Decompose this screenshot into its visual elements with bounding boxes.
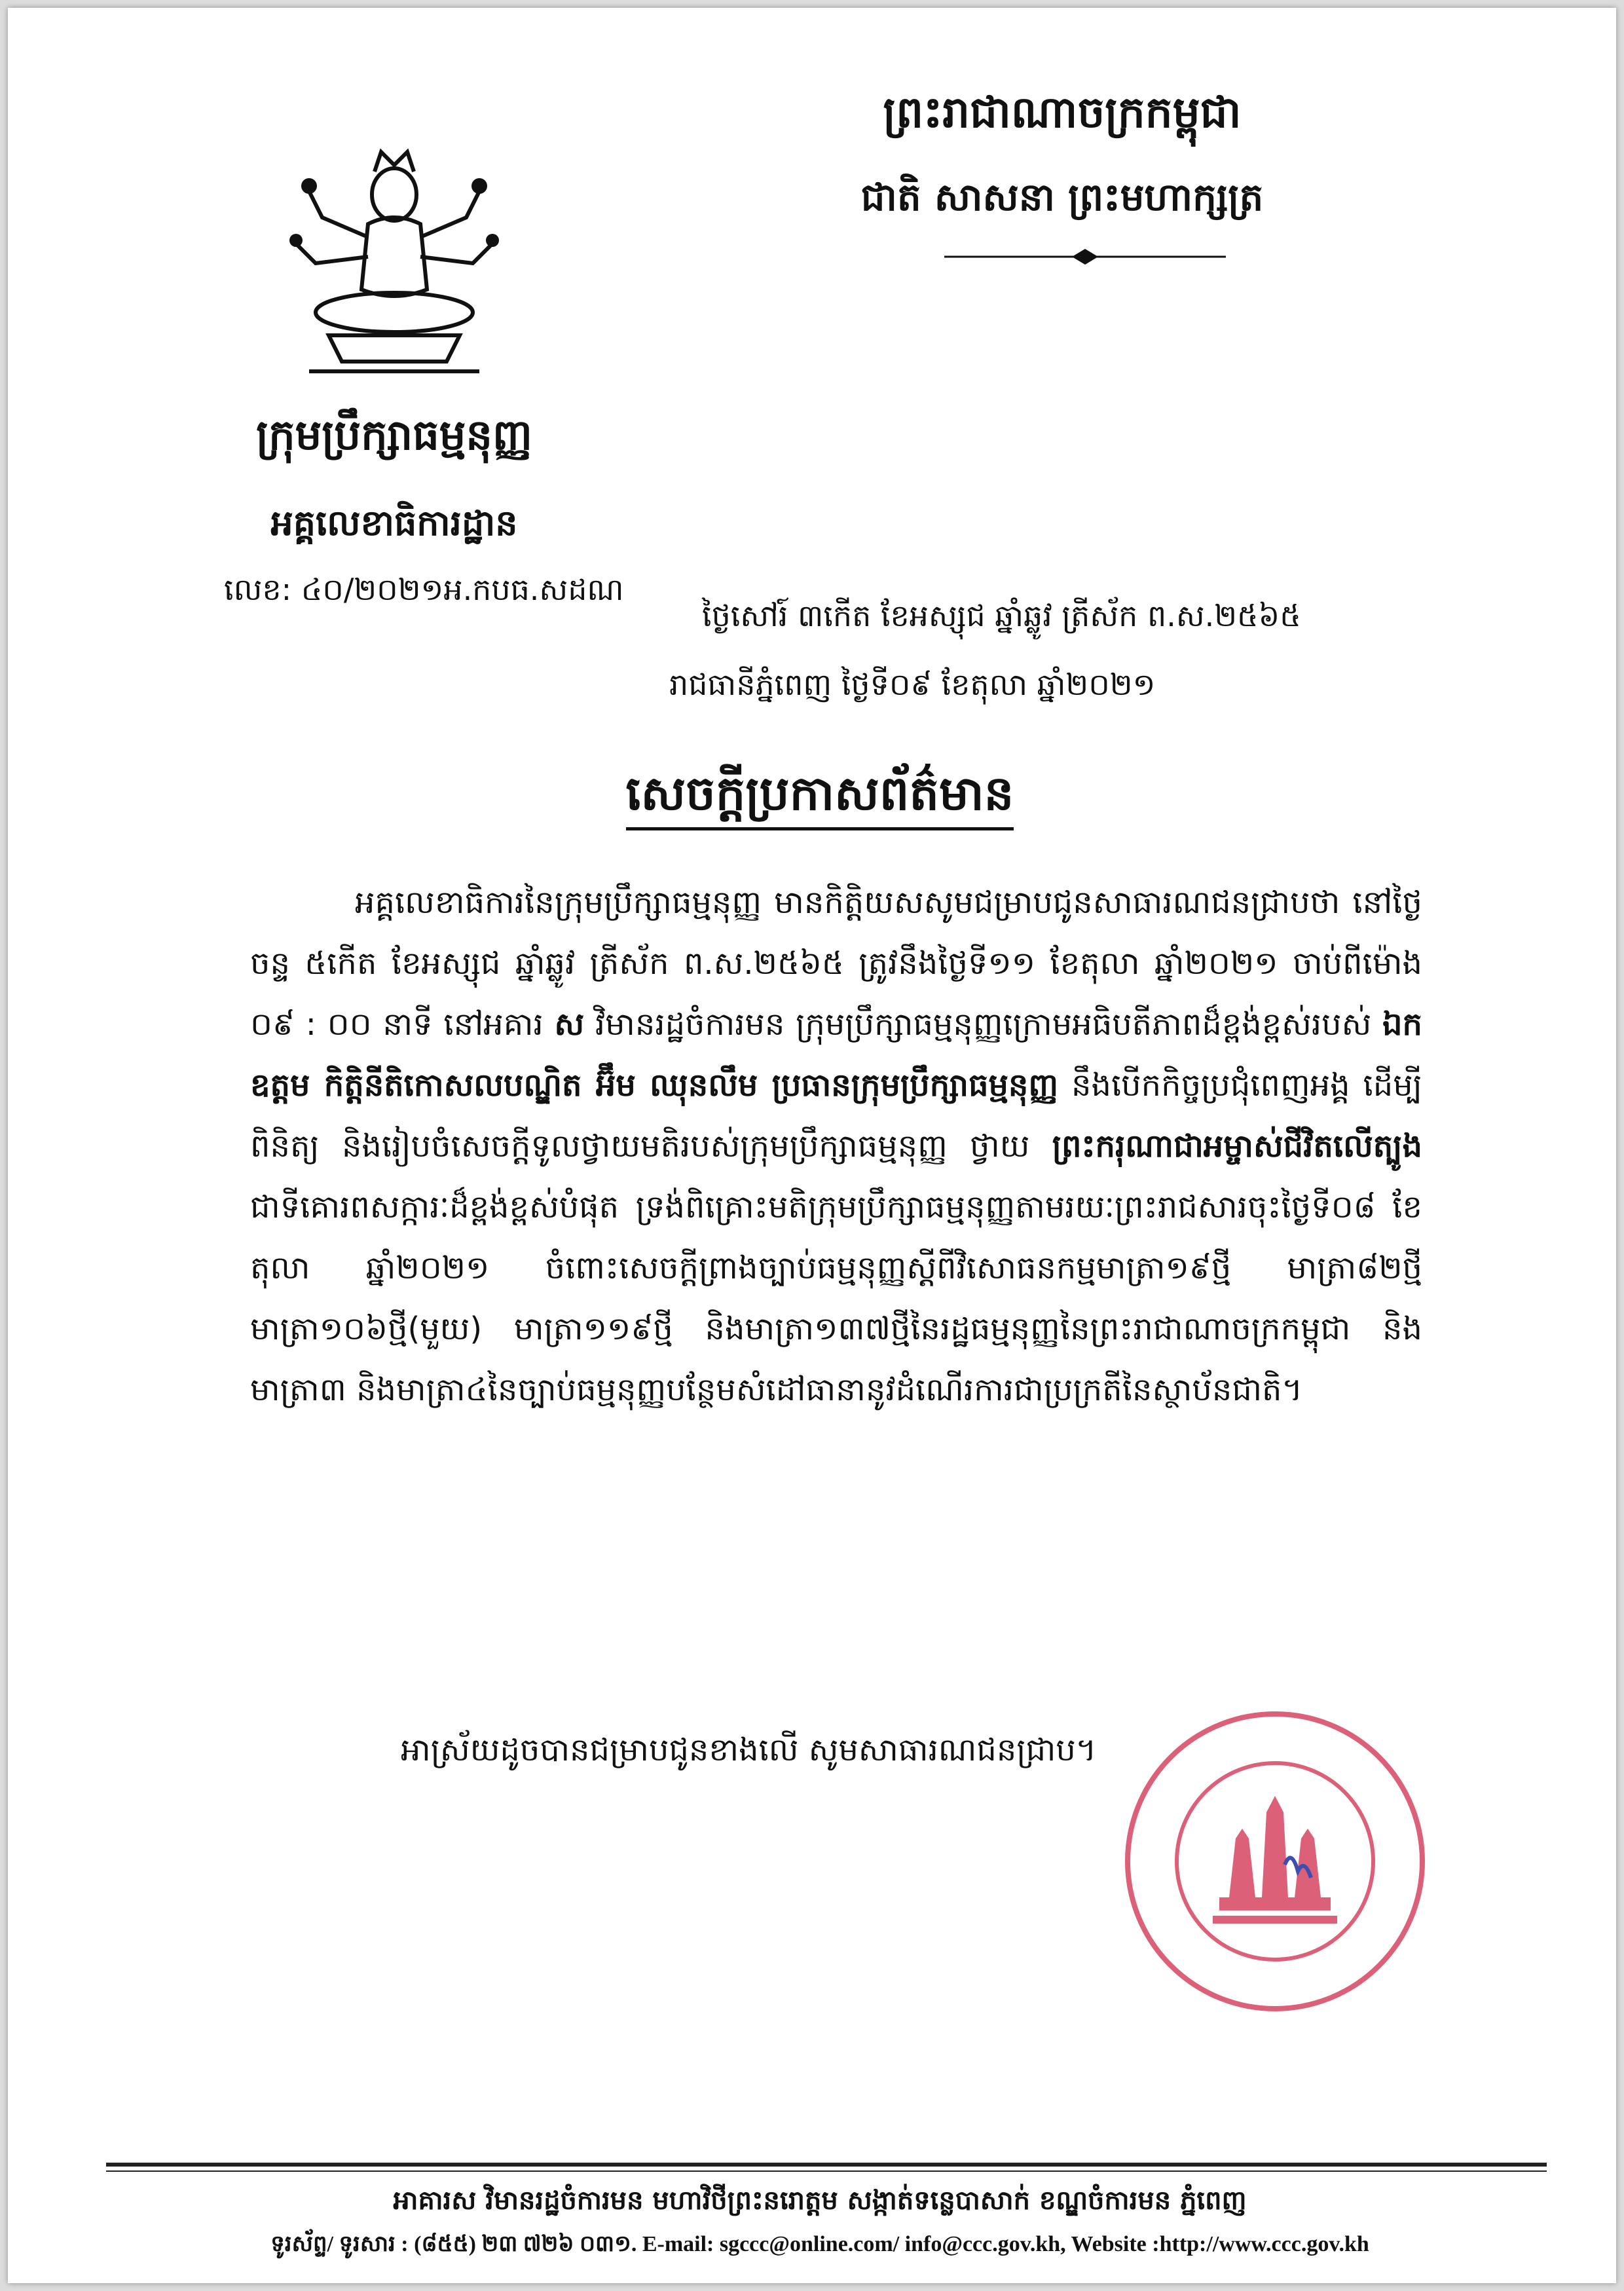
place-and-date: រាជធានីភ្នំពេញ ថ្ងៃទី០៩ ខែតុលា ឆ្នាំ២០២១ [669, 667, 1156, 702]
document-title-text: សេចក្តីប្រកាសព័ត៌មាន [626, 766, 1014, 830]
body-text-1: អគ្គលេខាធិការនៃក្រុមប្រឹក្សាធម្មនុញ្ញ មានកិត្តិយសសូមជម្រាបជូនសាធារណជនជ្រាបថា នៅថ្ងៃចន្ទ ៥កើត ខែអស្សុជ ឆ្នាំឆ្លូវ ត្រីស័ក ព.ស.២៥៦៥ ត្រូវនឹងថ្ងៃទី១១ ខែតុលា ឆ្នាំ២០២១ ចាប់ពីម៉ោង ០៩ : ០០ នាទី នៅអគារ [250, 884, 1422, 1043]
council-emblem-icon [270, 145, 519, 394]
kingdom-heading: ព្រះរាជាណាចក្រកម្ពុជា [883, 87, 1242, 138]
department-name: អគ្គលេខាធិការដ្ឋាន [270, 502, 518, 544]
document-page [8, 8, 1616, 2283]
closing-sentence: អាស្រ័យដូចបានជម្រាបជូនខាងលើ សូមសាធារណជនជ្រាប។ [401, 1732, 1097, 1768]
national-motto: ជាតិ សាសនា ព្រះមហាក្សត្រ [860, 175, 1264, 219]
official-seal-icon [1121, 1707, 1429, 2015]
footer-rule-thin [106, 2170, 1547, 2172]
footer-contacts: ទូរស័ព្ទ/ ទូរសារ : (៨៥៥) ២៣ ៧២៦ ០៣១. E-mail: sgccc@online.com/ info@ccc.gov.kh, Website :http://www.ccc.gov.kh [270, 2232, 1369, 2256]
document-title [8, 764, 1624, 833]
organization-name: ក្រុមប្រឹក្សាធម្មនុញ្ញ [256, 411, 532, 460]
body-building-name: ស [554, 1006, 585, 1043]
body-text-4: ជាទីគោរពសក្ការៈដ៏ខ្ពង់ខ្ពស់បំផុត ទ្រង់ពិគ្រោះមតិក្រុមប្រឹក្សាធម្មនុញ្ញតាមរយៈព្រះរាជសារចុះថ្ងៃទី០៨ ខែតុលា ឆ្នាំ២០២១ ចំពោះសេចក្តីព្រាងច្បាប់ធម្មនុញ្ញស្តីពីវិសោធនកម្មមាត្រា១៩ថ្មី មាត្រា៨២ថ្មី មាត្រា១០៦ថ្មី(មួយ) មាត្រា១១៩ថ្មី និងមាត្រា១៣៧ថ្មីនៃរដ្ឋធម្មនុញ្ញនៃព្រះរាជាណាចក្រកម្ពុជា និងមាត្រា៣ និងមាត្រា៤នៃច្បាប់ធម្មនុញ្ញបន្ថែមសំដៅធានានូវដំណើរការជាប្រក្រតីនៃស្ថាប័នជាតិ។ [250, 1189, 1422, 1408]
footer-address: អាគារស វិមានរដ្ឋចំការមន មហាវិថីព្រះនរោត្តម សង្កាត់ទន្លេបាសាក់ ខណ្ឌចំការមន ភ្នំពេញ [393, 2186, 1247, 2216]
ornament-divider-icon [944, 244, 1226, 270]
body-text-3: នឹងបើកកិច្ចប្រជុំពេញអង្គ ដើម្បីពិនិត្យ និងរៀបចំសេចក្តីទូលថ្វាយមតិរបស់ក្រុមប្រឹក្សាធម្មនុញ្ញ ថ្វាយ [250, 1067, 1423, 1164]
lunar-date: ថ្ងៃសៅរ៍ ៣កើត ខែអស្សុជ ឆ្នាំឆ្លូវ ត្រីស័ក ព.ស.២៥៦៥ [702, 598, 1301, 633]
reference-number: លេខ: ៤០/២០២១អ.កបធ.សដណ [224, 572, 624, 607]
body-text-2: វិមានរដ្ឋចំការមន ក្រុមប្រឹក្សាធម្មនុញ្ញក្រោមអធិបតីភាពដ៏ខ្ពង់ខ្ពស់របស់ [584, 1006, 1383, 1043]
footer-rule [106, 2163, 1547, 2167]
body-president-name: ឯកឧត្តម កិត្តិនីតិកោសលបណ្ឌិត អ៊ឹម ឈុនលឹម ប្រធានក្រុមប្រឹក្សាធម្មនុញ្ញ [250, 1006, 1422, 1104]
body-paragraph [250, 872, 1422, 1421]
body-king-title: ព្រះករុណាជាអម្ចាស់ជីវិតលើត្បូង [1052, 1128, 1422, 1164]
document-body [250, 872, 1422, 1421]
